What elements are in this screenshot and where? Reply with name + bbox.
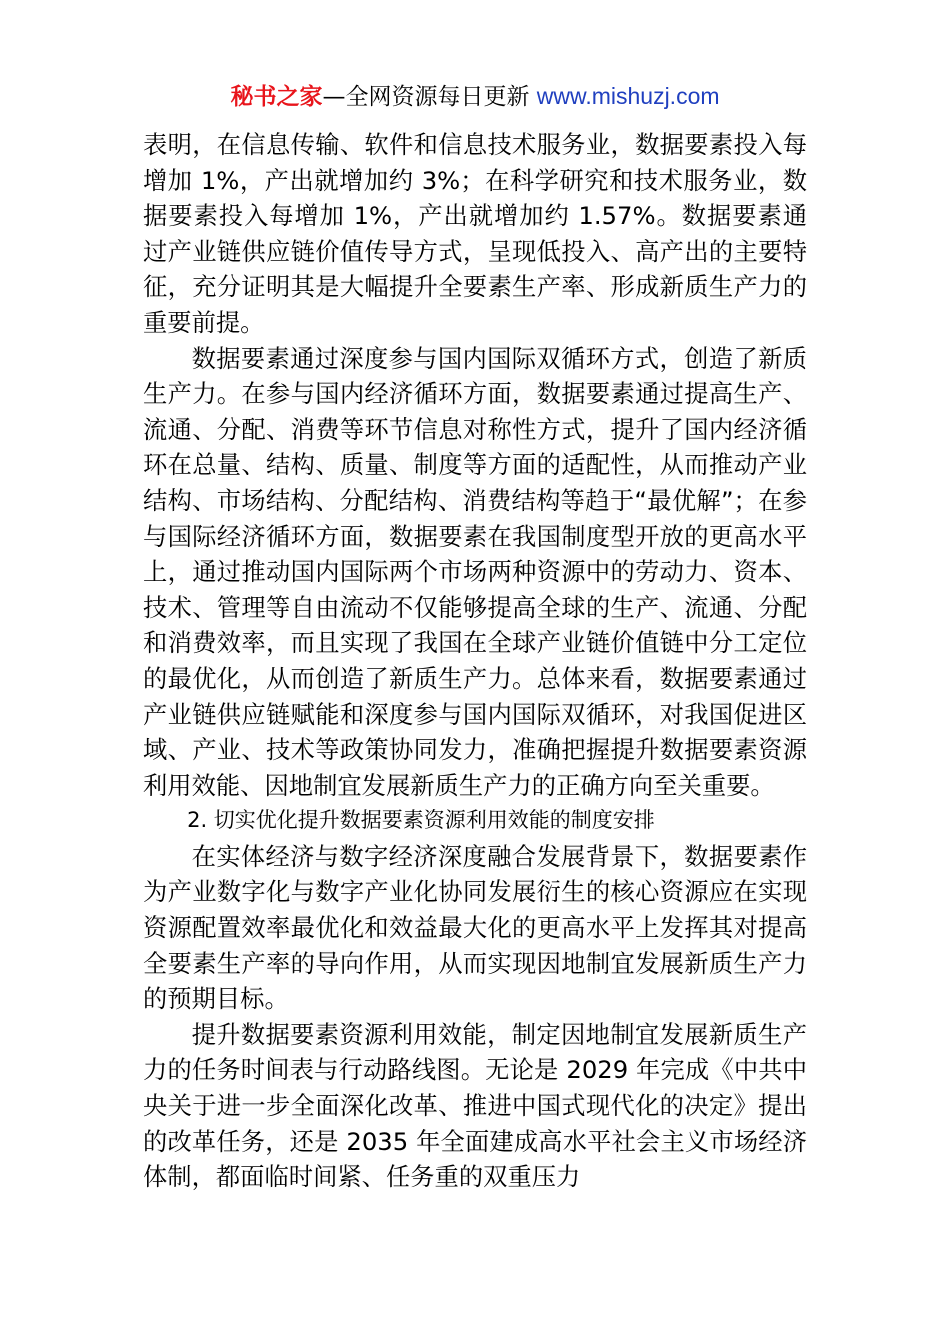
site-brand: 秘书之家 — [230, 84, 323, 110]
site-url-link[interactable]: www.mishuzj.com — [536, 83, 720, 109]
paragraph-continued: 表明，在信息传输、软件和信息技术服务业，数据要素投入每增加 1%，产出就增加约 3%；在科学研究和技术服务业，数据要素投入每增加 1%，产出就增加约 1.57%。数据要素通过产业链供应链价值传导方式，呈现低投入、高产出的主要特征，充分证明其是大幅提升全要素生产率、形成新质生产力的重要前提。 — [143, 130, 807, 337]
paragraph-institutional: 在实体经济与数字经济深度融合发展背景下，数据要素作为产业数字化与数字产业化协同发展衍生的核心资源应在实现资源配置效率最优化和效益最大化的更高水平上发挥其对提高全要素生产率的导向作用，从而实现因地制宜发展新质生产力的预期目标。 — [143, 841, 807, 1014]
paragraph-dual-circulation: 数据要素通过深度参与国内国际双循环方式，创造了新质生产力。在参与国内经济循环方面，数据要素通过提高生产、流通、分配、消费等环节信息对称性方式，提升了国内经济循环在总量、结构、质量、制度等方面的适配性，从而推动产业结构、市场结构、分配结构、消费结构等趋于“最优解”；在参与国际经济循环方面，数据要素在我国制度型开放的更高水平上，通过推动国内国际两个市场两种资源中的劳动力、资本、技术、管理等自由流动不仅能够提高全球的生产、流通、分配和消费效率，而且实现了我国在全球产业链价值链中分工定位的最优化，从而创造了新质生产力。总体来看，数据要素通过产业链供应链赋能和深度参与国内国际双循环，对我国促进区域、产业、技术等政策协同发力，准确把握提升数据要素资源利用效能、因地制宜发展新质生产力的正确方向至关重要。 — [143, 343, 807, 800]
site-banner — [0, 80, 950, 113]
section-heading: 2. 切实优化提升数据要素资源利用效能的制度安排 — [187, 808, 655, 833]
document-body — [143, 127, 807, 1195]
paragraph-roadmap: 提升数据要素资源利用效能，制定因地制宜发展新质生产力的任务时间表与行动路线图。无论是 2029 年完成《中共中央关于进一步全面深化改革、推进中国式现代化的决定》提出的改革任务，还是 2035 年全面建成高水平社会主义市场经济体制，都面临时间紧、任务重的双重压力 — [143, 1019, 807, 1192]
site-tagline: —全网资源每日更新 — [322, 84, 530, 110]
